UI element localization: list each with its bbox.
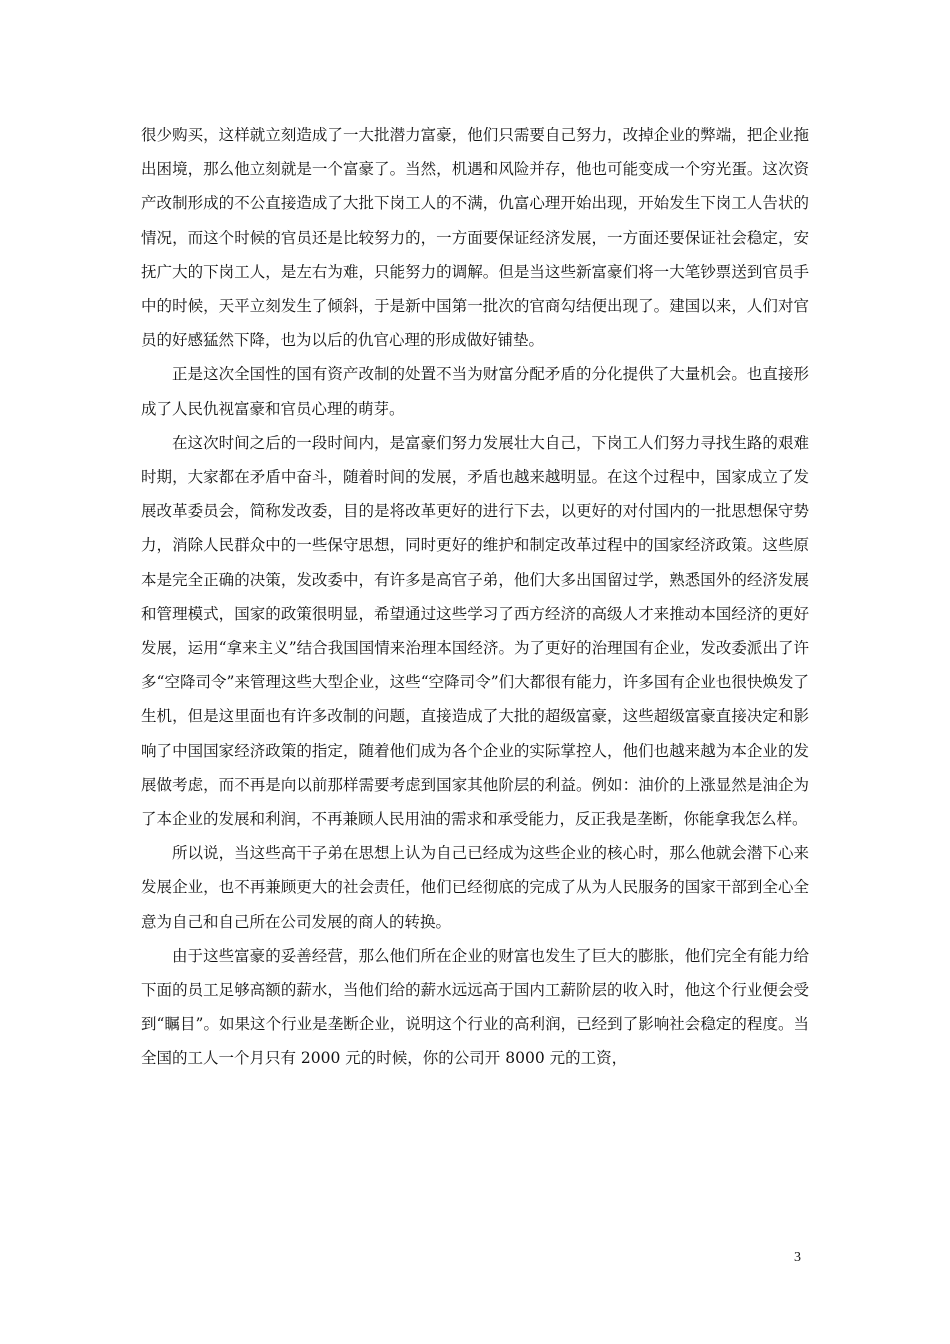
paragraph-2: 正是这次全国性的国有资产改制的处置不当为财富分配矛盾的分化提供了大量机会。也直接形成了人民仇视富豪和官员心理的萌芽。 bbox=[141, 365, 809, 418]
paragraph-4: 所以说，当这些高干子弟在思想上认为自己已经成为这些企业的核心时，那么他就会潜下心来发展企业，也不再兼顾更大的社会责任，他们已经彻底的完成了从为人民服务的国家干部到全心全意为自己和自己所在公司发展的商人的转换。 bbox=[141, 844, 809, 931]
page-number: 3 bbox=[794, 1250, 801, 1265]
paragraph-1: 很少购买，这样就立刻造成了一大批潜力富豪，他们只需要自己努力，改掉企业的弊端，把企业拖出困境，那么他立刻就是一个富豪了。当然，机遇和风险并存，他也可能变成一个穷光蛋。这次资产改制形成的不公直接造成了大批下岗工人的不满，仇富心理开始出现，开始发生下岗工人告状的情况，而这个时候的官员还是比较努力的，一方面要保证经济发展，一方面还要保证社会稳定，安抚广大的下岗工人，是左右为难，只能努力的调解。但是当这些新富豪们将一大笔钞票送到官员手中的时候，天平立刻发生了倾斜，于是新中国第一批次的官商勾结便出现了。建国以来，人们对官员的好感猛然下降，也为以后的仇官心理的形成做好铺垫。 bbox=[141, 126, 809, 350]
body-text bbox=[141, 118, 809, 1076]
paragraph-5: 由于这些富豪的妥善经营，那么他们所在企业的财富也发生了巨大的膨胀，他们完全有能力给下面的员工足够高额的薪水，当他们给的薪水远远高于国内工薪阶层的收入时，他这个行业便会受到“瞩目”。如果这个行业是垄断企业，说明这个行业的高利润，已经到了影响社会稳定的程度。当全国的工人一个月只有 2000 元的时候，你的公司开 8000 元的工资， bbox=[141, 946, 809, 1068]
paragraph-3: 在这次时间之后的一段时间内，是富豪们努力发展壮大自己，下岗工人们努力寻找生路的艰难时期，大家都在矛盾中奋斗，随着时间的发展，矛盾也越来越明显。在这个过程中，国家成立了发展改革委员会，简称发改委，目的是将改革更好的进行下去，以更好的对付国内的一批思想保守势力，消除人民群众中的一些保守思想，同时更好的维护和制定改革过程中的国家经济政策。这些原本是完全正确的决策，发改委中，有许多是高官子弟，他们大多出国留过学，熟悉国外的经济发展和管理模式，国家的政策很明显，希望通过这些学习了西方经济的高级人才来推动本国经济的更好发展，运用“拿来主义”结合我国国情来治理本国经济。为了更好的治理国有企业，发改委派出了许多“空降司令”来管理这些大型企业，这些“空降司令”们大都很有能力，许多国有企业也很快焕发了生机，但是这里面也有许多改制的问题，直接造成了大批的超级富豪，这些超级富豪直接决定和影响了中国国家经济政策的指定，随着他们成为各个企业的实际掌控人，他们也越来越为本企业的发展做考虑，而不再是向以前那样需要考虑到国家其他阶层的利益。例如：油价的上涨显然是油企为了本企业的发展和利润，不再兼顾人民用油的需求和承受能力，反正我是垄断，你能拿我怎么样。 bbox=[141, 433, 809, 829]
